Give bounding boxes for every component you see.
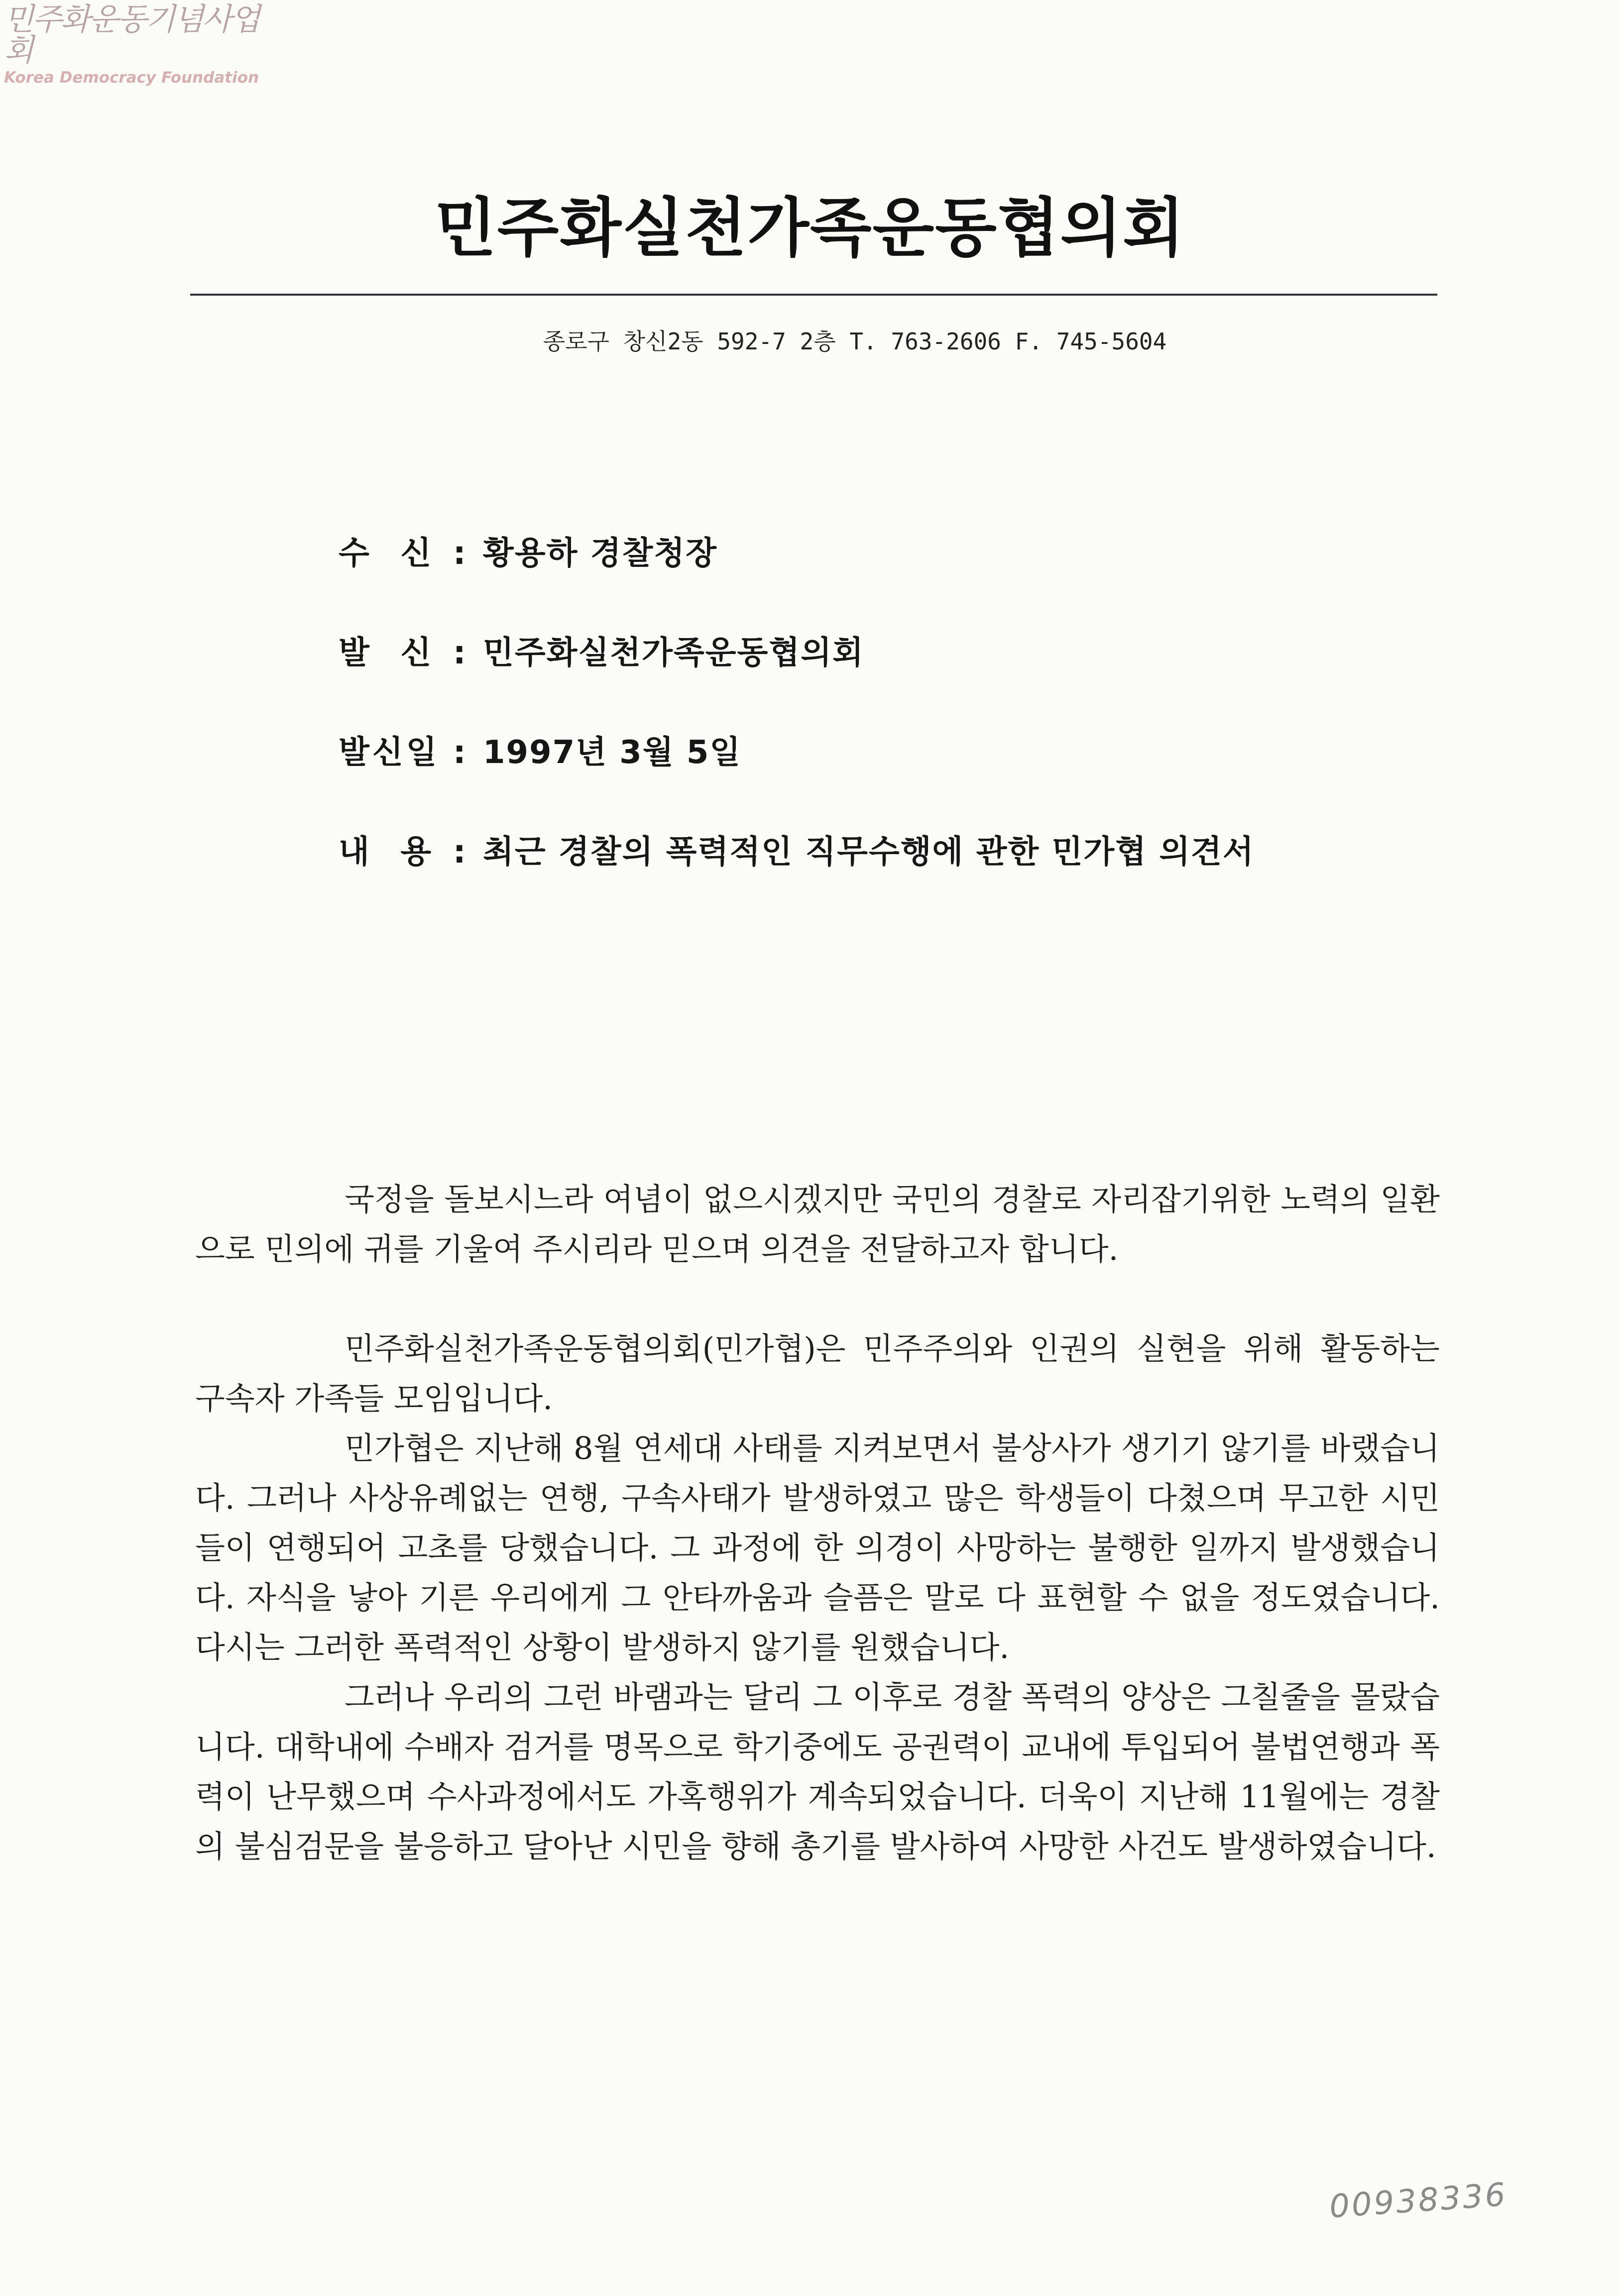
- field-separator: :: [453, 734, 466, 771]
- organization-address: 종로구 창신2동 592-7 2층 T. 763-2606 F. 745-5604: [543, 328, 1167, 355]
- watermark-english: Korea Democracy Foundation: [4, 69, 259, 87]
- field-separator: :: [453, 535, 466, 572]
- field-separator: :: [453, 834, 466, 871]
- sender-row: [339, 627, 1484, 727]
- archive-number-stamp: 00938336: [1328, 2176, 1508, 2226]
- field-value: 최근 경찰의 폭력적인 직무수행에 관한 민가협 의견서: [483, 834, 1255, 871]
- field-label: 수 신: [339, 535, 435, 572]
- recipient-row: [339, 528, 1484, 627]
- letterhead-divider: [190, 294, 1437, 296]
- field-label: 발신일: [339, 734, 440, 771]
- body-paragraph: 그러나 우리의 그런 바램과는 달리 그 이후로 경찰 폭력의 양상은 그칠줄을 몰랐습니다. 대학내에 수배자 검거를 명목으로 학기중에도 공권력이 교내에 투입되어 불법연행과 폭력이 난무했으며 수사과정에서도 가혹행위가 계속되었습니다. 더욱이 지난해 11월에는 경찰의 불심검문을 불응하고 달아난 시민을 향해 총기를 발사하여 사망한 사건도 발생하였습니다.: [195, 1679, 1440, 1864]
- field-label: 내 용: [339, 834, 435, 871]
- foundation-watermark: [4, 1, 283, 87]
- field-value: 1997년 3월 5일: [483, 734, 742, 771]
- field-label: 발 신: [339, 635, 435, 671]
- field-separator: :: [453, 635, 466, 671]
- subject-row: [339, 826, 1484, 926]
- body-paragraph: 국정을 돌보시느라 여념이 없으시겠지만 국민의 경찰로 자리잡기위한 노력의 일환으로 민의에 귀를 기울여 주시리라 믿으며 의견을 전달하고자 합니다.: [195, 1181, 1440, 1267]
- organization-title: 민주화실천가족운동협의회: [435, 191, 1185, 265]
- field-value: 황용하 경찰청장: [483, 535, 718, 572]
- letter-body: [195, 1175, 1440, 1871]
- memo-header: [339, 528, 1484, 926]
- body-paragraph: 민주화실천가족운동협의회(민가협)은 민주주의와 인권의 실현을 위해 활동하는 구속자 가족들 모임입니다.: [195, 1330, 1440, 1417]
- date-row: [339, 727, 1484, 826]
- field-value: 민주화실천가족운동협의회: [483, 635, 864, 671]
- watermark-korean: 민주화운동기념사업회: [4, 1, 259, 68]
- body-paragraph: 민가협은 지난해 8월 연세대 사태를 지켜보면서 불상사가 생기기 않기를 바랬습니다. 그러나 사상유례없는 연행, 구속사태가 발생하였고 많은 학생들이 다쳤으며 무고한 시민들이 연행되어 고초를 당했습니다. 그 과정에 한 의경이 사망하는 불행한 일까지 발생했습니다. 자식을 낳아 기른 우리에게 그 안타까움과 슬픔은 말로 다 표현할 수 없을 정도였습니다. 다시는 그러한 폭력적인 상황이 발생하지 않기를 원했습니다.: [195, 1430, 1440, 1665]
